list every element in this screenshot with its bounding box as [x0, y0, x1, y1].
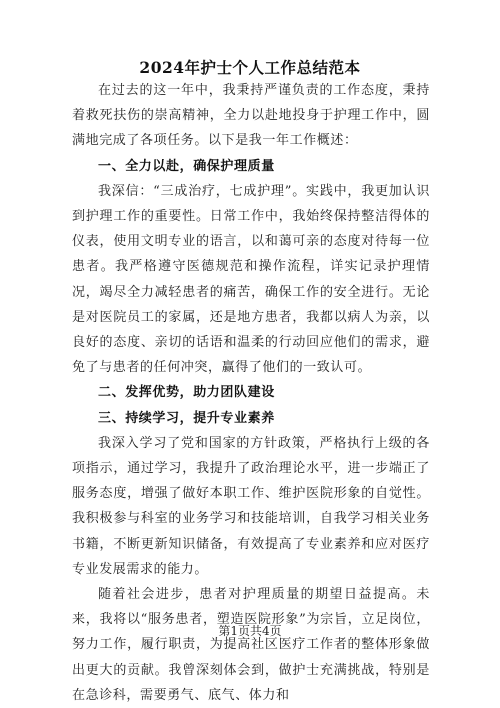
- section-heading-1: 一、全力以赴，确保护理质量: [98, 158, 275, 174]
- document-body: [72, 78, 430, 708]
- intro-paragraph: 在过去的这一年中，我秉持严谨负责的工作态度，秉持着救死扶伤的崇高精神，全力以赴地投身于护理工作中，圆满地完成了各项任务。以下是我一年工作概述：: [72, 83, 430, 149]
- section-3-paragraph-2: 随着社会进步，患者对护理质量的期望日益提高。未来，我将以“服务患者，塑造医院形象”为宗旨，立足岗位，努力工作，履行职责，为提高社区医疗工作者的整体形象做出更大的贡献。我曾深刻体会到，做护士充满挑战，特别是在急诊科，需要勇气、底气、体力和: [72, 587, 430, 703]
- section-3-paragraph-1: 我深入学习了党和国家的方针政策，严格执行上级的各项指示，通过学习，我提升了政治理论水平，进一步端正了服务态度，增强了做好本职工作、维护医院形象的自觉性。我积极参与科室的业务学习和技能培训，自我学习相关业务书籍，不断更新知识储备，有效提高了专业素养和应对医疗专业发展需求的能力。: [72, 435, 430, 577]
- document-title: 2024年护士个人工作总结范本: [139, 58, 361, 77]
- section-heading-3: 三、持续学习，提升专业素养: [98, 410, 275, 426]
- section-heading-2: 二、发挥优势，助力团队建设: [98, 385, 275, 401]
- page-number-footer: 第1页共4页: [218, 624, 282, 638]
- section-1-paragraph: 我深信：“三成治疗，七成护理”。实践中，我更加认识到护理工作的重要性。日常工作中，我始终保持整洁得体的仪表，使用文明专业的语言，以和蔼可亲的态度对待每一位患者。我严格遵守医德规范和操作流程，详实记录护理情况，竭尽全力减轻患者的痛苦，确保工作的安全进行。无论是对医院员工的家属，还是地方患者，我都以病人为亲，以良好的态度、亲切的话语和温柔的行动回应他们的需求，避免了与患者的任何冲突，赢得了他们的一致认可。: [72, 183, 430, 376]
